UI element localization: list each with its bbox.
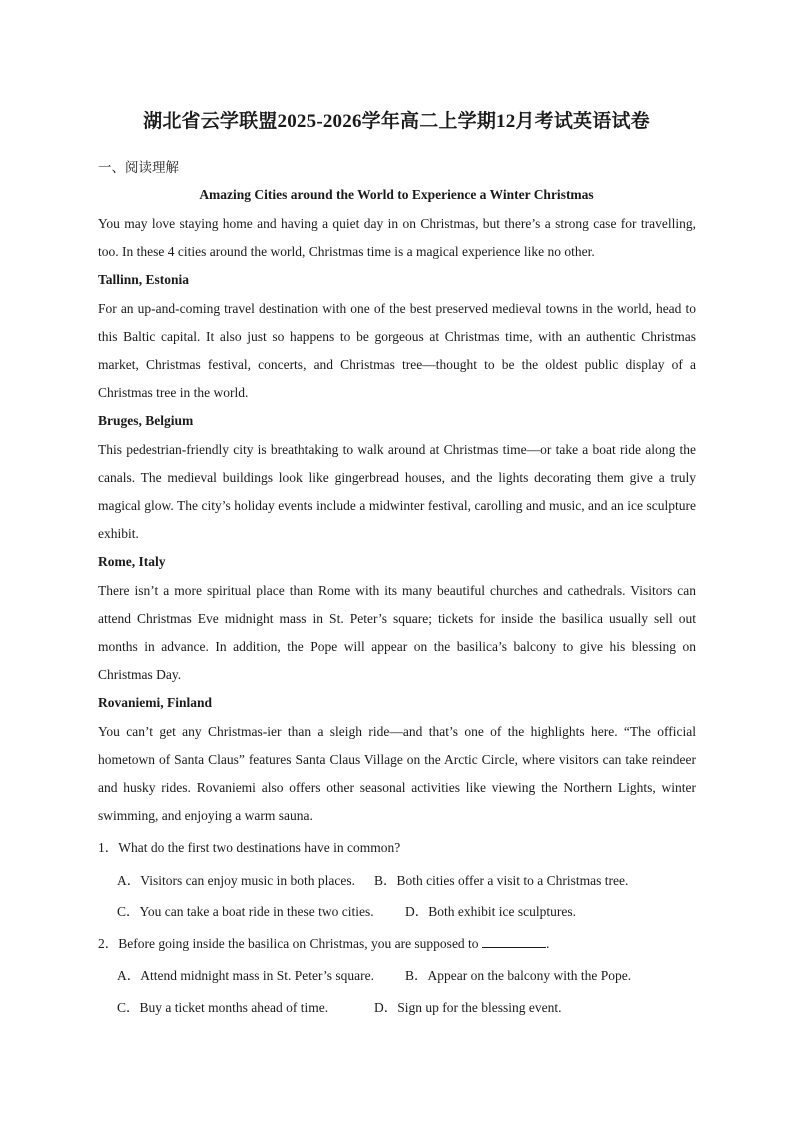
option-label: D． [374,1000,398,1015]
question-2-option-d[interactable] [374,996,561,1016]
city-heading: Tallinn, Estonia [98,272,190,288]
answer-blank[interactable] [482,935,546,948]
city-heading: Bruges, Belgium [98,413,194,429]
document-title: 湖北省云学联盟2025-2026学年高二上学期12月考试英语试卷 [143,111,650,132]
city-paragraph: This pedestrian-friendly city is breathtaking to walk around at Christmas time—or take a boat ride along the canals. The medieval buildings look like gingerbread houses, and the lights decorating them give a truly magical glow. The city’s holiday events include a midwinter festival, carolling and music, and an ice sculpture exhibit. [98,441,696,542]
option-text: Visitors can enjoy music in both places. [140,873,356,888]
question-text: Before going inside the basilica on Christmas, you are supposed to [118,936,479,951]
question-1-option-b[interactable] [374,869,628,889]
option-label: C． [117,904,140,919]
option-text: Sign up for the blessing event. [397,1000,562,1015]
article-intro: You may love staying home and having a quiet day in on Christmas, but there’s a strong case for travelling, too. In these 4 cities around the world, Christmas time is a magical experience like no other. [98,216,696,260]
option-label: A． [117,873,141,888]
question-1 [98,836,400,856]
question-text-end: . [545,936,550,951]
question-number: 1． [98,840,119,855]
question-1-option-d[interactable] [405,900,576,920]
option-text: Buy a ticket months ahead of time. [139,1000,329,1015]
option-text: Both cities offer a visit to a Christmas tree. [396,873,629,888]
city-paragraph: For an up-and-coming travel destination with one of the best preserved medieval towns in the world, head to this Baltic capital. It also just so happens to be gorgeous at Christmas time, with an authentic Christmas market, Christmas festival, concerts, and Christmas tree—thought to be the oldest public display of a Christmas tree in the world. [98,300,696,401]
question-2-option-c[interactable] [117,996,328,1016]
city-paragraph: You can’t get any Christmas-ier than a sleigh ride—and that’s one of the highlights here. “The official hometown of Santa Claus” features Santa Claus Village on the Arctic Circle, where visitors can take reindeer and husky rides. Rovaniemi also offers other seasonal activities like viewing the Northern Lights, winter swimming, and enjoying a warm sauna. [98,723,696,824]
city-heading: Rome, Italy [98,554,166,570]
option-text: Attend midnight mass in St. Peter’s square. [140,968,374,983]
article-body [98,210,696,830]
question-number: 2． [98,936,119,951]
question-2 [98,932,549,952]
question-2-option-a[interactable] [117,964,374,984]
article-title: Amazing Cities around the World to Experience a Winter Christmas [199,187,594,202]
option-label: D． [405,904,429,919]
question-1-option-c[interactable] [117,900,374,920]
option-text: You can take a boat ride in these two cities. [139,904,374,919]
question-1-option-a[interactable] [117,869,355,889]
option-text: Appear on the balcony with the Pope. [427,968,632,983]
question-text: What do the first two destinations have in common? [118,840,401,855]
city-heading: Rovaniemi, Finland [98,695,213,711]
option-label: A． [117,968,141,983]
section-heading: 一、阅读理解 [98,160,179,175]
option-label: B． [374,873,397,888]
option-label: C． [117,1000,140,1015]
option-text: Both exhibit ice sculptures. [428,904,576,919]
city-paragraph: There isn’t a more spiritual place than Rome with its many beautiful churches and cathedrals. Visitors can attend Christmas Eve midnight mass in St. Peter’s square; tickets for inside the basilica usually sell out months in advance. In addition, the Pope will appear on the basilica’s balcony to give his blessing on Christmas Day. [98,582,696,683]
question-2-option-b[interactable] [405,964,631,984]
option-label: B． [405,968,428,983]
